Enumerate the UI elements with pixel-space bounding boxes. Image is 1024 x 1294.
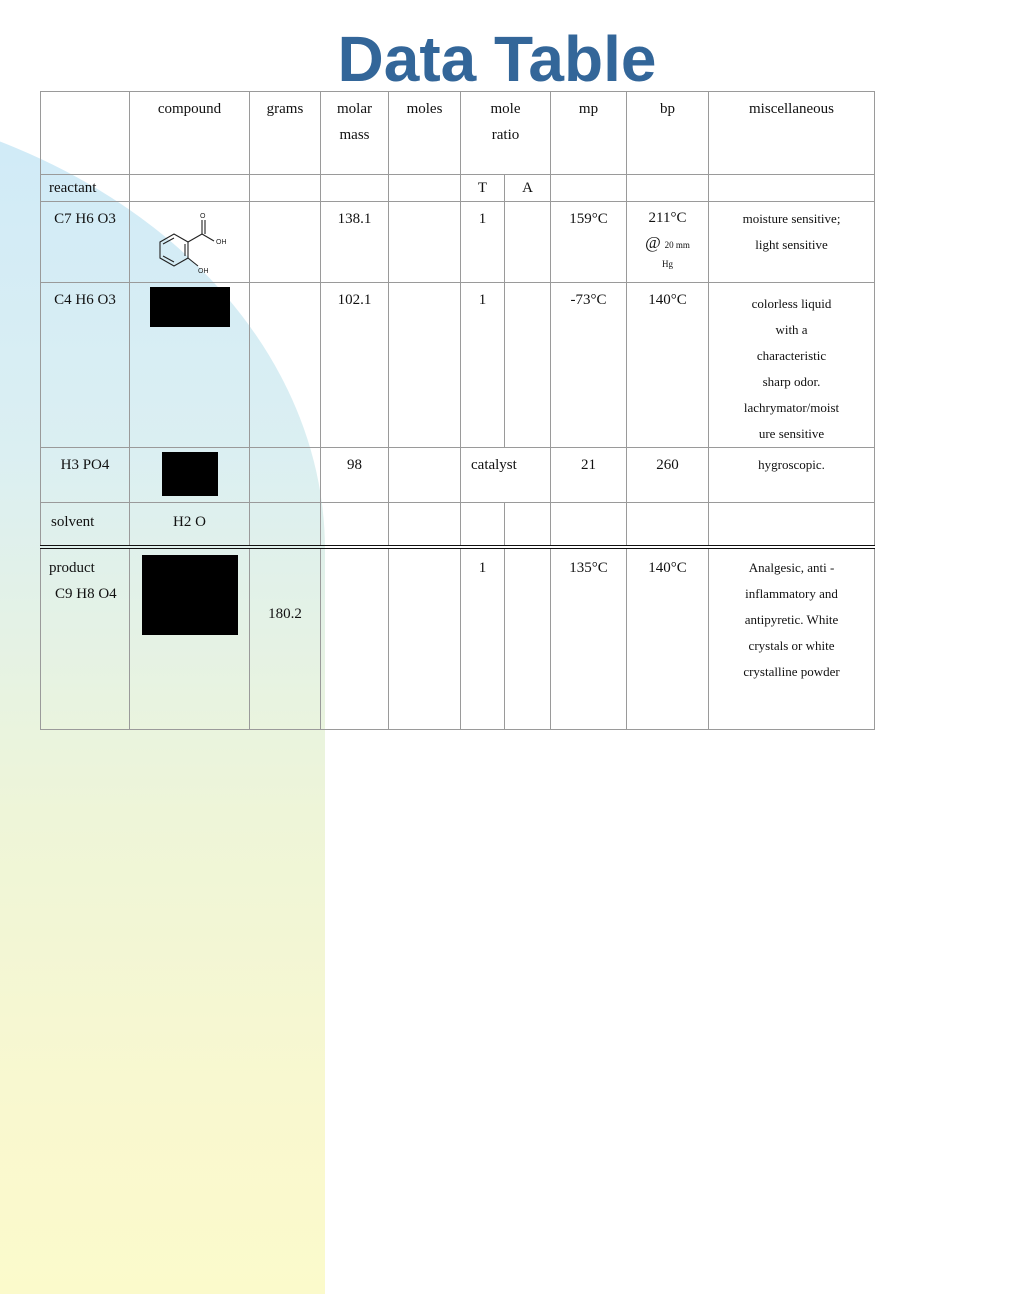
acetic-anhydride-structure-image — [150, 287, 230, 327]
bp-value: 140°C — [627, 547, 709, 730]
svg-text:OH: OH — [197, 268, 208, 275]
table-row-product — [41, 547, 875, 730]
bp-cell: 211°C @ 20 mm Hg — [627, 202, 709, 283]
table-row-phosphoric-acid — [41, 448, 875, 503]
mp-value: 159°C — [551, 202, 627, 283]
bp-value: 140°C — [627, 283, 709, 448]
formula-c9h8o4: C9 H8 O4 — [55, 586, 117, 602]
data-table — [40, 91, 875, 730]
ratio-value: 1 — [461, 547, 505, 730]
bp-pressure: @ 20 mm — [645, 233, 690, 252]
formula-c7h6o3: C7 H6 O3 — [54, 211, 116, 227]
molar-mass-value: 138.1 — [321, 202, 389, 283]
ratio-value: 1 — [461, 202, 505, 283]
structure-cell — [130, 448, 250, 503]
mp-value: 135°C — [551, 547, 627, 730]
product-label: product — [49, 560, 95, 576]
header-moles: moles — [389, 92, 461, 175]
mp-value: 21 — [551, 448, 627, 503]
grams-value: 180.2 — [250, 547, 321, 730]
misc-cell: colorless liquid with a characteristic sharp odor. lachrymator/moist ure sensitive — [709, 283, 875, 448]
bp-value: 260 — [627, 448, 709, 503]
header-compound: compound — [130, 92, 250, 175]
header-mp: mp — [551, 92, 627, 175]
solvent-compound: H2 O — [130, 503, 250, 548]
formula-c4h6o3: C4 H6 O3 — [54, 292, 116, 308]
aspirin-structure-image — [142, 555, 238, 635]
structure-cell — [130, 547, 250, 730]
ratio-value: catalyst — [461, 448, 551, 503]
header-mole-ratio: mole ratio — [461, 92, 551, 175]
phosphoric-acid-structure-image — [162, 452, 218, 496]
svg-text:O: O — [199, 213, 205, 220]
mp-value: -73°C — [551, 283, 627, 448]
table-row-salicylic-acid — [41, 202, 875, 283]
header-misc: miscellaneous — [709, 92, 875, 175]
header-empty-cell — [41, 92, 130, 175]
slide-title: Data Table — [337, 23, 657, 95]
molar-mass-value: 98 — [321, 448, 389, 503]
misc-cell: moisture sensitive; light sensitive — [709, 202, 875, 283]
molar-mass-value: 102.1 — [321, 283, 389, 448]
header-bp: bp — [627, 92, 709, 175]
formula-h3po4: H3 PO4 — [60, 457, 110, 473]
solvent-label: solvent — [41, 503, 130, 548]
ratio-t-label: T — [461, 175, 505, 202]
salicylic-acid-structure-icon — [140, 210, 240, 280]
header-row — [41, 92, 875, 175]
ratio-value: 1 — [461, 283, 505, 448]
reactant-row — [41, 175, 875, 202]
misc-cell: hygroscopic. — [709, 448, 875, 503]
reactant-label: reactant — [41, 175, 130, 202]
table-row-solvent — [41, 503, 875, 548]
ratio-a-label: A — [505, 175, 551, 202]
formula-cell — [41, 202, 130, 283]
formula-cell — [41, 283, 130, 448]
formula-cell — [41, 448, 130, 503]
product-cell — [41, 547, 130, 730]
header-grams: grams — [250, 92, 321, 175]
table-row-acetic-anhydride — [41, 283, 875, 448]
misc-cell: Analgesic, anti - inflammatory and antipyretic. White crystals or white crystalline powder — [709, 547, 875, 730]
svg-text:OH: OH — [215, 239, 226, 246]
structure-cell — [130, 283, 250, 448]
header-molar-mass: molar mass — [321, 92, 389, 175]
structure-cell — [130, 202, 250, 283]
bp-value: 211°C — [648, 210, 687, 226]
